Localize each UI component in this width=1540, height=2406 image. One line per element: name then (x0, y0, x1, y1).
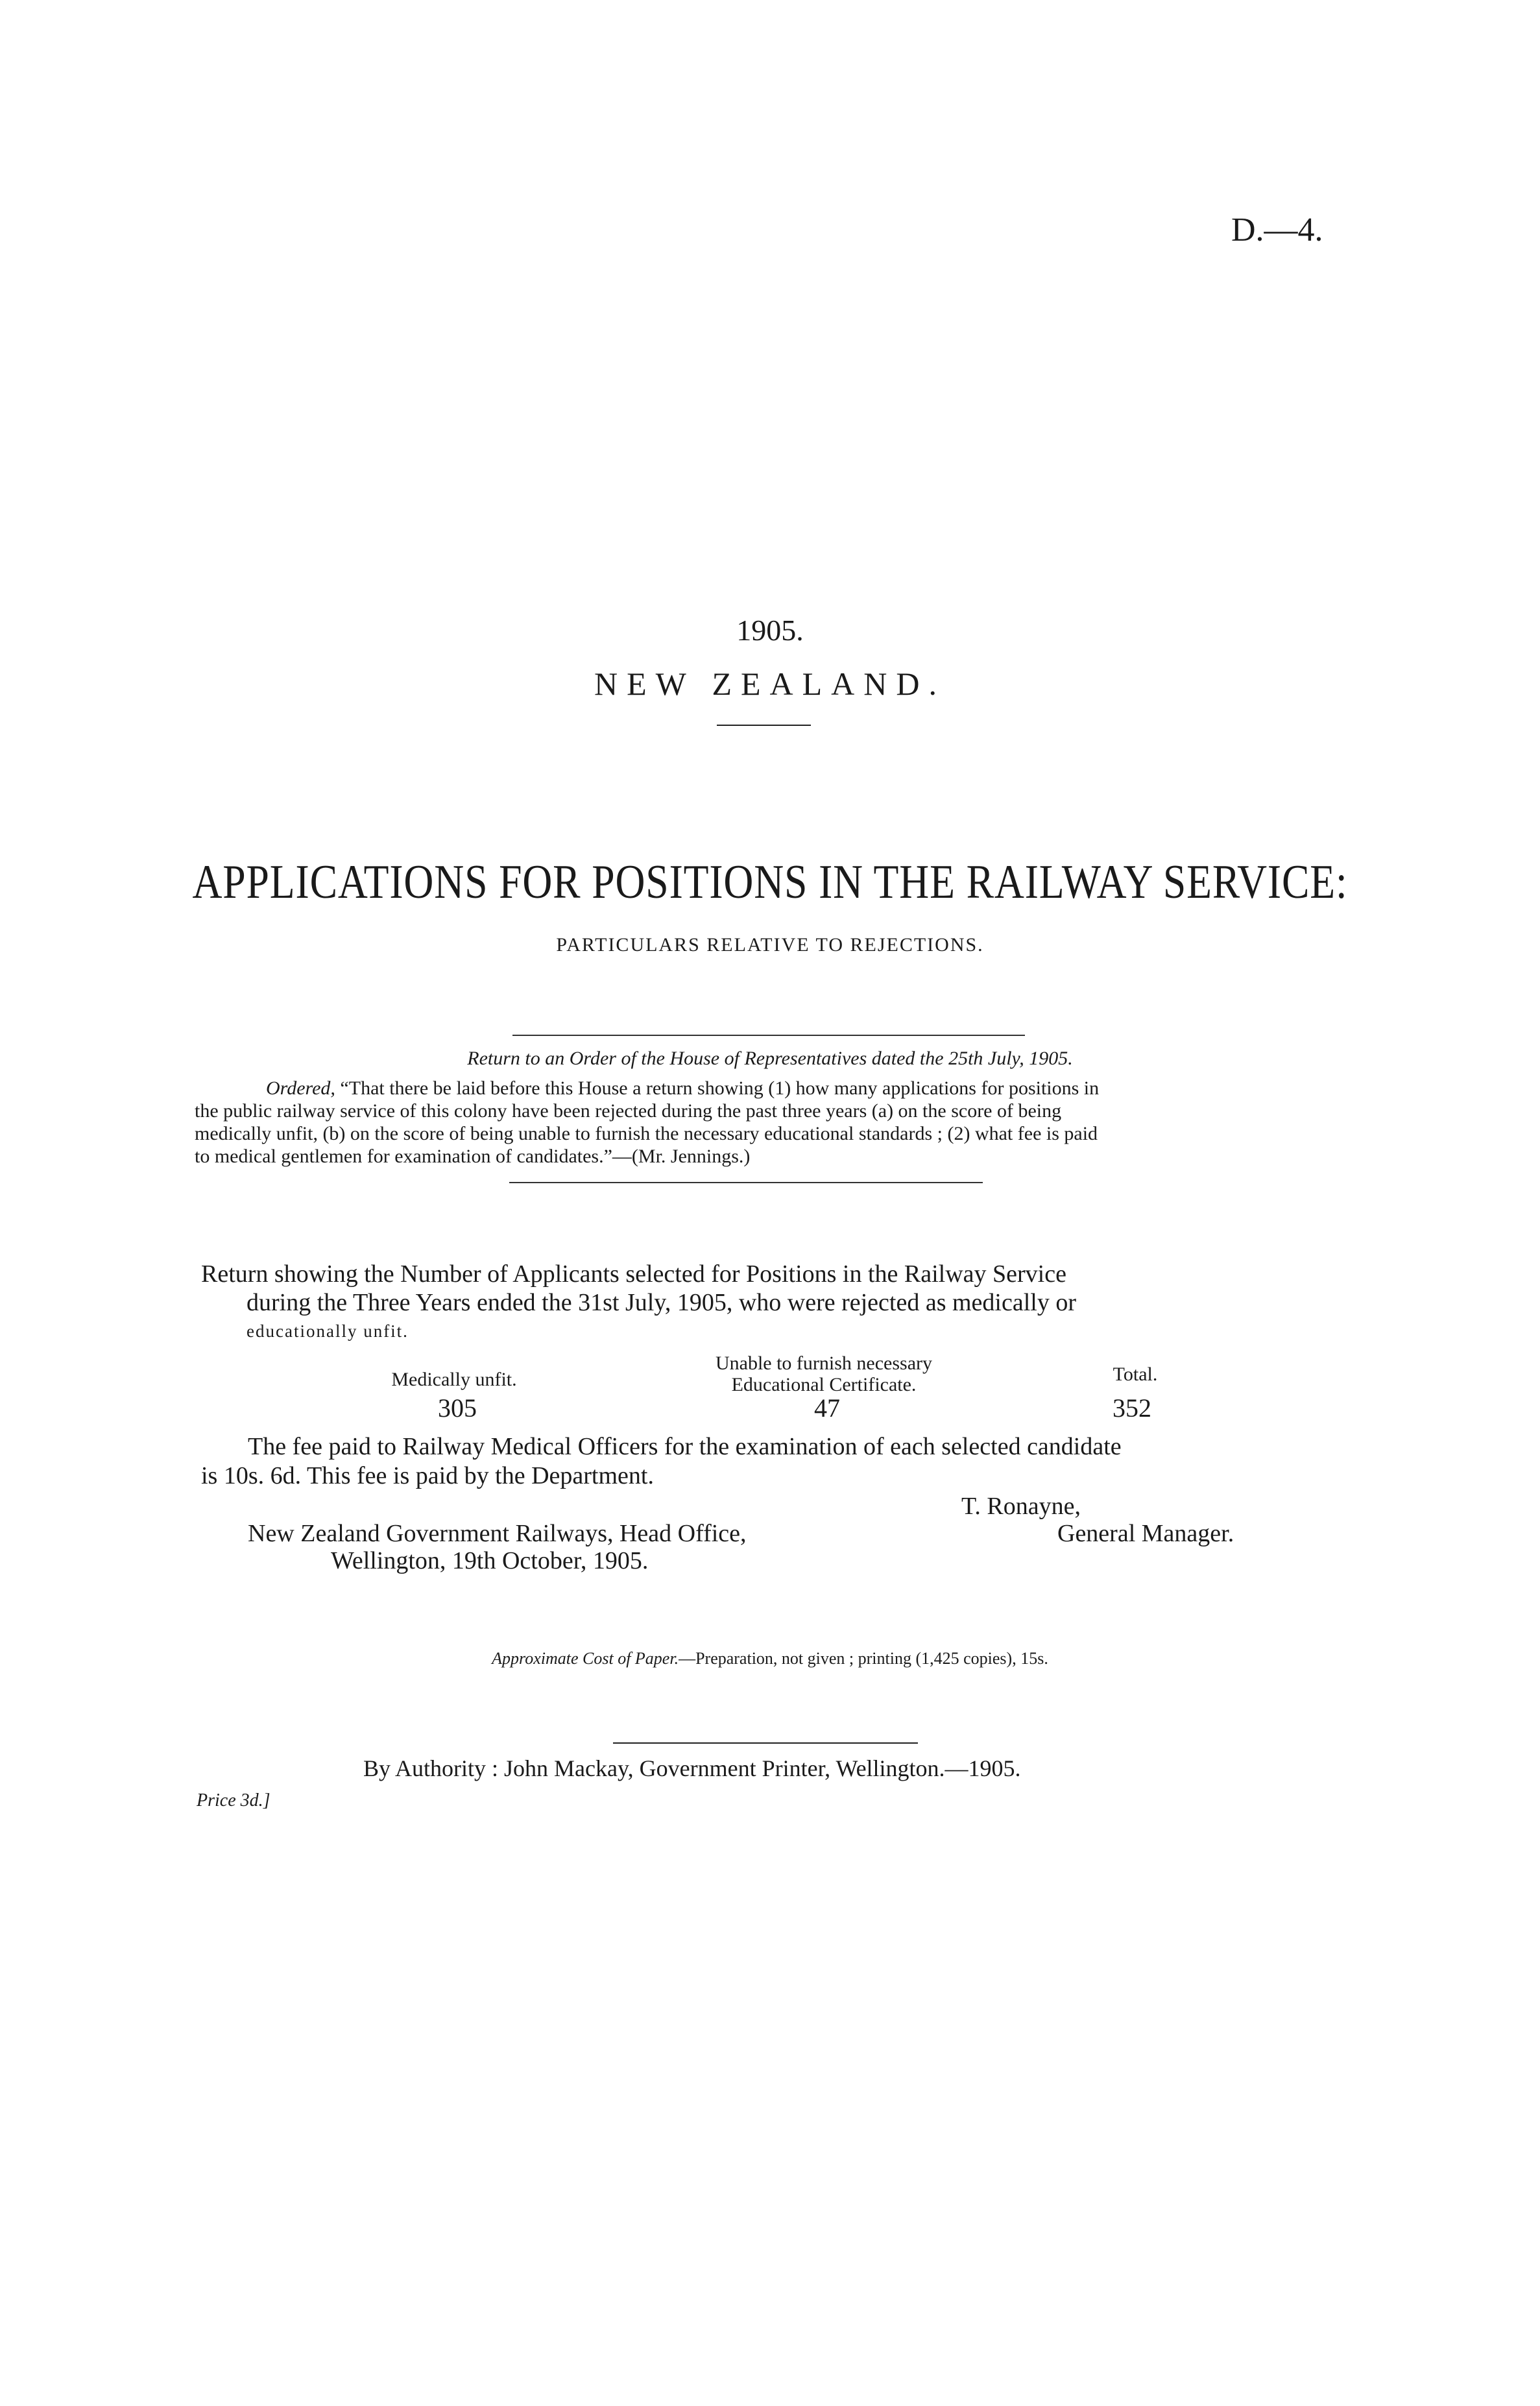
return-heading (201, 1260, 1323, 1345)
price: Price 3d.] (197, 1790, 271, 1811)
return-heading-line-1: Return showing the Number of Applicants selected for Positions in the Railway Service (201, 1260, 1066, 1288)
paper-code: D.—4. (1231, 211, 1323, 248)
header-educational-certificate: Educational Certificate. (731, 1374, 917, 1395)
subtitle: PARTICULARS RELATIVE TO REJECTIONS. (556, 934, 984, 956)
approximate-cost-label: Approximate Cost of Paper. (492, 1649, 679, 1668)
order-rule-top (512, 1035, 1025, 1036)
place-date: Wellington, 19th October, 1905. (331, 1547, 649, 1574)
header-unable-to-furnish: Unable to furnish necessary (715, 1353, 933, 1374)
value-educational: 47 (814, 1393, 840, 1423)
order-line-1 (195, 1077, 1323, 1100)
title-divider (717, 725, 811, 726)
order-line-4: to medical gentlemen for examination of candidates.”—(Mr. Jennings.) (195, 1146, 751, 1167)
country-heading: NEW ZEALAND. (594, 666, 946, 702)
fee-line-2: is 10s. 6d. This fee is paid by the Department. (201, 1462, 654, 1489)
main-title: APPLICATIONS FOR POSITIONS IN THE RAILWAY SERVICE: (192, 856, 1348, 909)
signatory-role: General Manager. (1057, 1520, 1234, 1547)
fee-paragraph (201, 1432, 1323, 1491)
return-heading-line-3: educationally unfit. (247, 1321, 409, 1341)
header-total: Total. (1113, 1364, 1158, 1385)
order-line-2: the public railway service of this colony have been rejected during the past three years (a) on the score of being (195, 1100, 1062, 1122)
order-text (195, 1077, 1323, 1168)
order-line-3: medically unfit, (b) on the score of being unable to furnish the necessary educational standards ; (2) what fee is paid (195, 1123, 1098, 1144)
year: 1905. (736, 614, 804, 647)
return-to-order: Return to an Order of the House of Representatives dated the 25th July, 1905. (467, 1048, 1073, 1069)
return-heading-line-2: during the Three Years ended the 31st July, 1905, who were rejected as medically or (247, 1289, 1076, 1316)
header-medically-unfit: Medically unfit. (391, 1369, 517, 1390)
ordered-text-1: “That there be laid before this House a return showing (1) how many applications for positions in (340, 1077, 1100, 1099)
approximate-cost (0, 1649, 1540, 1668)
ordered-label: Ordered, (266, 1077, 335, 1099)
authority-rule (613, 1742, 918, 1744)
approximate-cost-text: —Preparation, not given ; printing (1,425 copies), 15s. (679, 1649, 1048, 1668)
fee-line-1: The fee paid to Railway Medical Officers for the examination of each selected candidate (248, 1433, 1122, 1460)
office-address: New Zealand Government Railways, Head Office, (248, 1520, 747, 1547)
signatory-name: T. Ronayne, (961, 1493, 1081, 1520)
value-total: 352 (1113, 1393, 1151, 1423)
by-authority: By Authority : John Mackay, Government Printer, Wellington.—1905. (363, 1755, 1021, 1781)
order-rule-bottom (509, 1182, 983, 1183)
value-medically-unfit: 305 (438, 1393, 477, 1423)
